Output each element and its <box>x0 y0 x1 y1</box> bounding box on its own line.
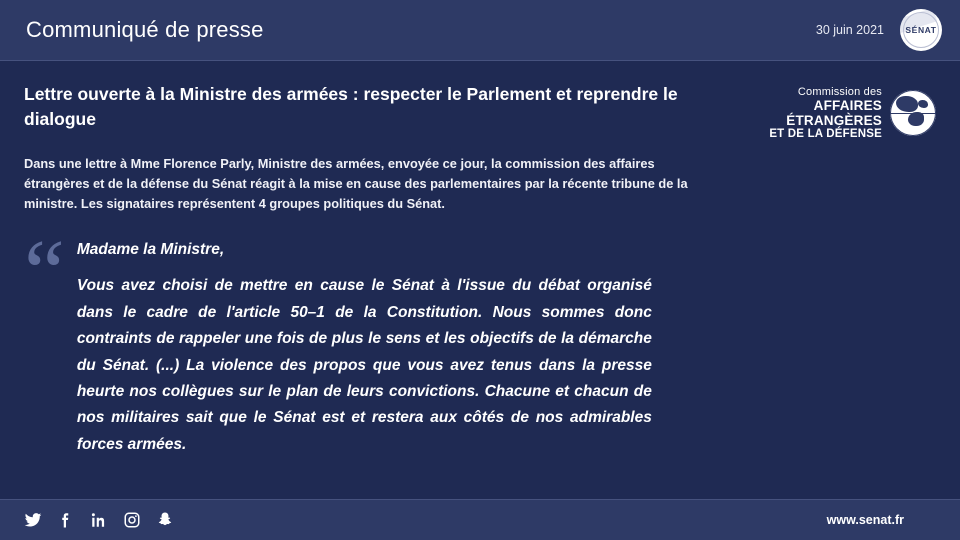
commission-branding <box>714 82 936 140</box>
quote-block <box>0 213 960 457</box>
publication-date: 30 juin 2021 <box>815 23 884 37</box>
quote-text: Vous avez choisi de mettre en cause le Sénat à l'issue du débat organisé dans le cadre de l'article 50–1 de la Constitution. Nous sommes donc contraints de rappeler une fois de plus le sens et les objectifs de la démarche du Sénat. (...) La violence des propos que vous avez tenus dans la presse heurte nos collègues sur le plan de leurs convictions. Chacune et chacun de nos militaires sait que le Sénat est et restera aux côtés de nos admirables forces armées. <box>76 277 652 453</box>
quote-salutation: Madame la Ministre, <box>76 241 225 259</box>
commission-line-3: ET DE LA DÉFENSE <box>769 128 882 140</box>
header-bar <box>0 0 960 61</box>
senat-logo-icon <box>900 9 942 51</box>
header-right-group <box>816 9 942 51</box>
logo-wordmark: SÉNAT <box>905 25 937 35</box>
quote-body <box>77 235 652 457</box>
social-links <box>24 511 174 529</box>
facebook-icon[interactable] <box>57 511 75 529</box>
page-title: Communiqué de presse <box>26 17 264 42</box>
globe-icon <box>890 90 936 136</box>
twitter-icon[interactable] <box>24 511 42 529</box>
document-title: Lettre ouverte à la Ministre des armées : respecter le Parlement et reprendre le dialogue <box>24 84 678 130</box>
globe-outline <box>890 90 936 136</box>
commission-text <box>714 86 882 140</box>
commission-line-1: Commission des <box>797 86 882 98</box>
content-area <box>0 60 960 500</box>
website-link[interactable]: www.senat.fr <box>826 513 904 527</box>
lede-paragraph: Dans une lettre à Mme Florence Parly, Ministre des armées, envoyée ce jour, la commission des affaires étrangères et de la défense du Sénat réagit à la mise en cause des parlementaires par la récente tribune de la ministre. Les signataires représentent 4 groupes politiques du Sénat. <box>24 156 688 211</box>
instagram-icon[interactable] <box>123 511 141 529</box>
commission-line-2: AFFAIRES ÉTRANGÈRES <box>786 98 882 128</box>
linkedin-icon[interactable] <box>90 511 108 529</box>
snapchat-icon[interactable] <box>156 511 174 529</box>
footer-bar <box>0 499 960 540</box>
quote-mark-icon: “ <box>24 221 65 324</box>
title-row <box>0 60 960 140</box>
